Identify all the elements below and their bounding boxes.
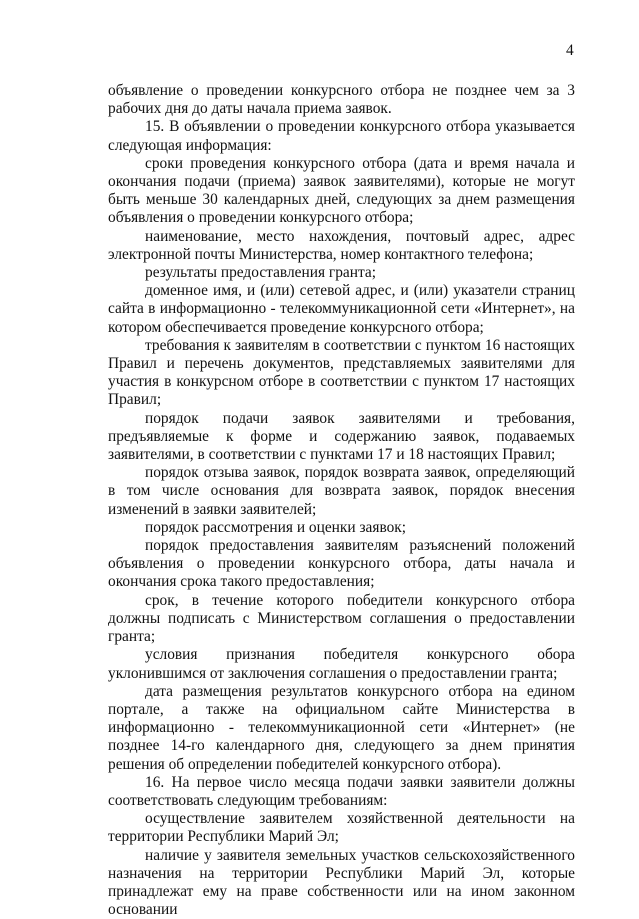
paragraph-item: доменное имя, и (или) сетевой адрес, и (или) указатели страниц сайта в информационно - телекоммуникационной сети «Интернет», на котором обеспечивается проведение конкурсного отбора; <box>108 282 575 336</box>
page-number: 4 <box>566 42 574 59</box>
paragraph-item: условия признания победителя конкурсного обора уклонившимся от заключения соглашения о предоставлении гранта; <box>108 646 575 682</box>
document-body <box>108 82 575 919</box>
paragraph-item: наименование, место нахождения, почтовый адрес, адрес электронной почты Министерства, номер контактного телефона; <box>108 227 575 263</box>
paragraph-clause-16: 16. На первое число месяца подачи заявки заявители должны соответствовать следующим требованиям: <box>108 773 575 809</box>
paragraph-item: наличие у заявителя земельных участков сельскохозяйственного назначения на территории Республики Марий Эл, которые принадлежат ему на праве собственности или на ином законном основании <box>108 846 575 919</box>
paragraph-continuation: объявление о проведении конкурсного отбора не позднее чем за 3 рабочих дня до даты начала приема заявок. <box>108 82 575 118</box>
paragraph-item: дата размещения результатов конкурсного отбора на едином портале, а также на официальном сайте Министерства в информационно - телекоммуникационной сети «Интернет» (не позднее 14-го календарного дня, следующего за днем принятия решения об определении победителей конкурсного отбора). <box>108 682 575 773</box>
paragraph-item: порядок отзыва заявок, порядок возврата заявок, определяющий в том числе основания для возврата заявок, порядок внесения изменений в заявки заявителей; <box>108 464 575 518</box>
paragraph-item: порядок подачи заявок заявителями и требования, предъявляемые к форме и содержанию заявок, подаваемых заявителями, в соответствии с пунктами 17 и 18 настоящих Правил; <box>108 409 575 464</box>
paragraph-item: требования к заявителям в соответствии с пунктом 16 настоящих Правил и перечень документов, представляемых заявителями для участия в конкурсном отборе в соответствии с пунктом 17 настоящих Правил; <box>108 336 575 409</box>
paragraph-item: порядок рассмотрения и оценки заявок; <box>145 518 407 536</box>
paragraph-item: порядок предоставления заявителям разъяснений положений объявления о проведении конкурсного отбора, даты начала и окончания срока такого предоставления; <box>108 537 575 591</box>
paragraph-clause-15: 15. В объявлении о проведении конкурсного отбора указывается следующая информация: <box>108 118 575 154</box>
paragraph-item: осуществление заявителем хозяйственной деятельности на территории Республики Марий Эл; <box>108 810 575 846</box>
paragraph-item: результаты предоставления гранта; <box>145 264 376 282</box>
paragraph-item: срок, в течение которого победители конкурсного отбора должны подписать с Министерством соглашения о предоставлении гранта; <box>108 591 575 646</box>
paragraph-item: сроки проведения конкурсного отбора (дата и время начала и окончания подачи (приема) заявок заявителями), которые не могут быть меньше 30 календарных дней, следующих за днем размещения объявления о проведении конкурсного отбора; <box>108 154 575 227</box>
